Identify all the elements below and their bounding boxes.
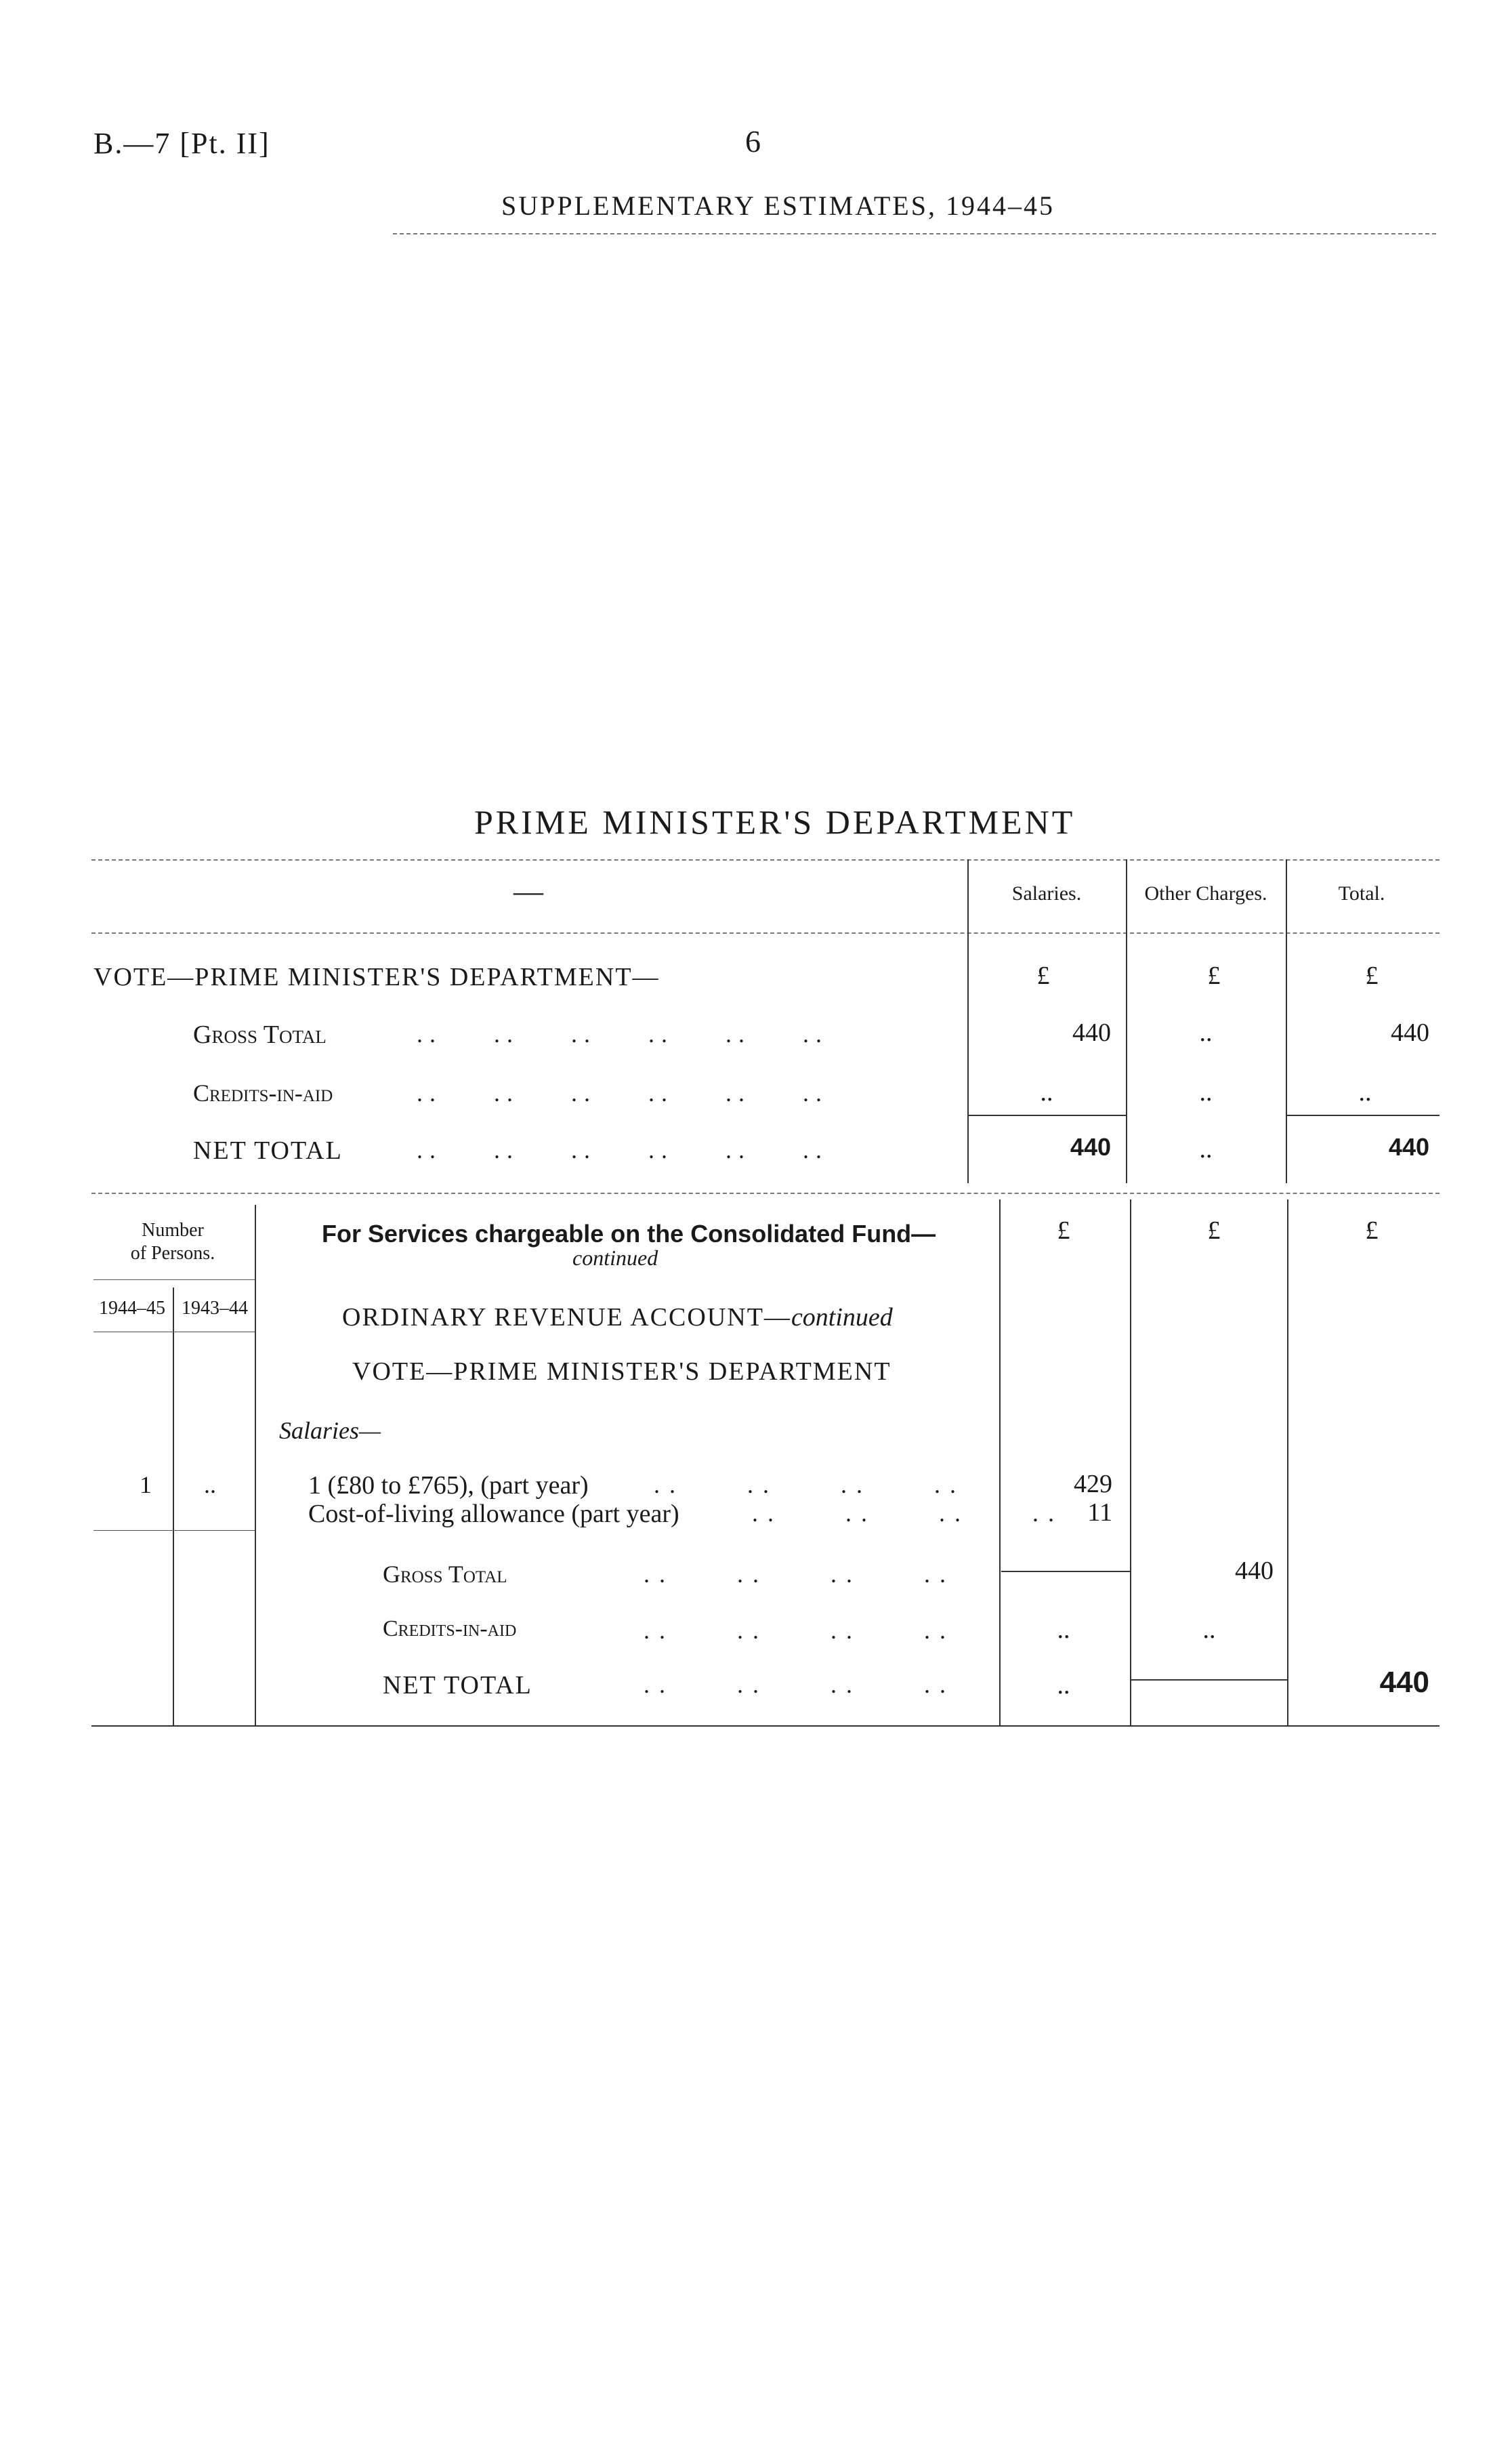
detail-col-divider-3 — [1287, 1199, 1288, 1725]
net-total: 440 — [1388, 1133, 1429, 1161]
summary-header-rule — [91, 932, 1440, 934]
persons-year-1944: 1944–45 — [99, 1298, 165, 1319]
vote-heading: VOTE—PRIME MINISTER'S DEPARTMENT — [352, 1357, 891, 1386]
persons-year-divider — [173, 1288, 174, 1725]
page-number: 6 — [745, 124, 761, 159]
detail-gross-rule — [1001, 1571, 1130, 1572]
detail-net-rule — [1131, 1679, 1287, 1681]
currency-salaries: £ — [1036, 962, 1050, 990]
col-header-total: Total. — [1338, 882, 1385, 905]
account-heading-text: ORDINARY REVENUE ACCOUNT— — [342, 1303, 791, 1332]
gross-salaries: 440 — [1072, 1018, 1111, 1047]
vote-label: VOTE—PRIME MINISTER'S DEPARTMENT— — [93, 963, 660, 991]
document-title: SUPPLEMENTARY ESTIMATES, 1944–45 — [501, 190, 1055, 221]
detail-credits-salaries: .. — [1057, 1615, 1070, 1644]
net-total-leader: .. .. .. .. .. .. — [417, 1136, 828, 1164]
detail-col-divider-1 — [999, 1199, 1001, 1725]
detail-net-leader: .. .. .. .. — [644, 1671, 955, 1698]
credits-total: .. — [1358, 1078, 1372, 1107]
item-2-amount: 11 — [1087, 1498, 1112, 1527]
net-total-rule-salaries — [969, 1115, 1126, 1116]
header-rule — [393, 233, 1436, 234]
persons-divider — [255, 1205, 256, 1725]
item-1-persons-1943: .. — [204, 1471, 216, 1498]
detail-currency-other: £ — [1207, 1216, 1221, 1245]
credits-in-aid-label: Credits-in-aid — [193, 1079, 333, 1107]
account-heading — [342, 1302, 893, 1332]
gross-total: 440 — [1391, 1018, 1429, 1047]
section-heading: For Services chargeable on the Consolidated Fund— — [322, 1220, 936, 1248]
gross-total-leader: .. .. .. .. .. .. — [417, 1021, 828, 1048]
detail-credits-other: .. — [1202, 1615, 1216, 1644]
detail-credits-label: Credits-in-aid — [383, 1616, 517, 1641]
item-2-leader: .. .. .. .. — [752, 1500, 1064, 1527]
detail-credits-leader: .. .. .. .. — [644, 1617, 955, 1644]
gross-other: .. — [1199, 1018, 1213, 1047]
account-continued: continued — [791, 1303, 893, 1332]
summary-col-divider-3 — [1286, 859, 1287, 1183]
gross-total-label: Gross Total — [193, 1021, 327, 1049]
item-1-leader: .. .. .. .. — [654, 1471, 965, 1498]
summary-col-divider-1 — [967, 859, 969, 1183]
col-header-salaries: Salaries. — [1011, 882, 1082, 905]
persons-header-line1: Number — [142, 1220, 204, 1241]
persons-header-rule — [93, 1279, 255, 1280]
item-1-persons-1944: 1 — [140, 1471, 152, 1498]
col-header-other-charges: Other Charges. — [1144, 882, 1267, 905]
persons-year-1943: 1943–44 — [182, 1298, 248, 1319]
detail-currency-salaries: £ — [1057, 1216, 1070, 1245]
item-1-label: 1 (£80 to £765), (part year) — [308, 1471, 589, 1500]
document-reference: B.—7 [Pt. II] — [93, 127, 270, 160]
detail-gross-leader: .. .. .. .. — [644, 1561, 955, 1588]
net-other: .. — [1199, 1135, 1213, 1164]
summary-col-divider-2 — [1126, 859, 1127, 1183]
detail-currency-total: £ — [1365, 1216, 1379, 1245]
summary-dash-header: — — [513, 875, 543, 908]
summary-top-rule — [91, 859, 1440, 861]
credits-other: .. — [1199, 1078, 1213, 1107]
net-salaries: 440 — [1070, 1133, 1111, 1161]
credits-in-aid-leader: .. .. .. .. .. .. — [417, 1079, 828, 1107]
detail-net-total: 440 — [1379, 1666, 1429, 1699]
net-total-label: NET TOTAL — [193, 1136, 343, 1165]
item-2-label: Cost-of-living allowance (part year) — [308, 1500, 679, 1528]
persons-header-line2: of Persons. — [130, 1243, 215, 1264]
detail-gross-other: 440 — [1235, 1557, 1274, 1585]
persons-items-rule — [93, 1530, 255, 1531]
salaries-heading: Salaries— — [279, 1417, 381, 1444]
item-1-amount: 429 — [1074, 1470, 1112, 1498]
detail-net-label: NET TOTAL — [383, 1671, 532, 1700]
section-continued: continued — [572, 1246, 658, 1270]
currency-other: £ — [1207, 962, 1221, 990]
department-title: PRIME MINISTER'S DEPARTMENT — [474, 803, 1076, 841]
credits-salaries: .. — [1040, 1078, 1053, 1107]
detail-col-divider-2 — [1130, 1199, 1131, 1725]
detail-gross-label: Gross Total — [383, 1561, 507, 1588]
net-total-rule-total — [1287, 1115, 1440, 1116]
currency-total: £ — [1365, 962, 1379, 990]
detail-bottom-rule — [91, 1725, 1440, 1727]
summary-bottom-rule — [91, 1193, 1440, 1194]
detail-net-salaries: .. — [1057, 1671, 1070, 1700]
